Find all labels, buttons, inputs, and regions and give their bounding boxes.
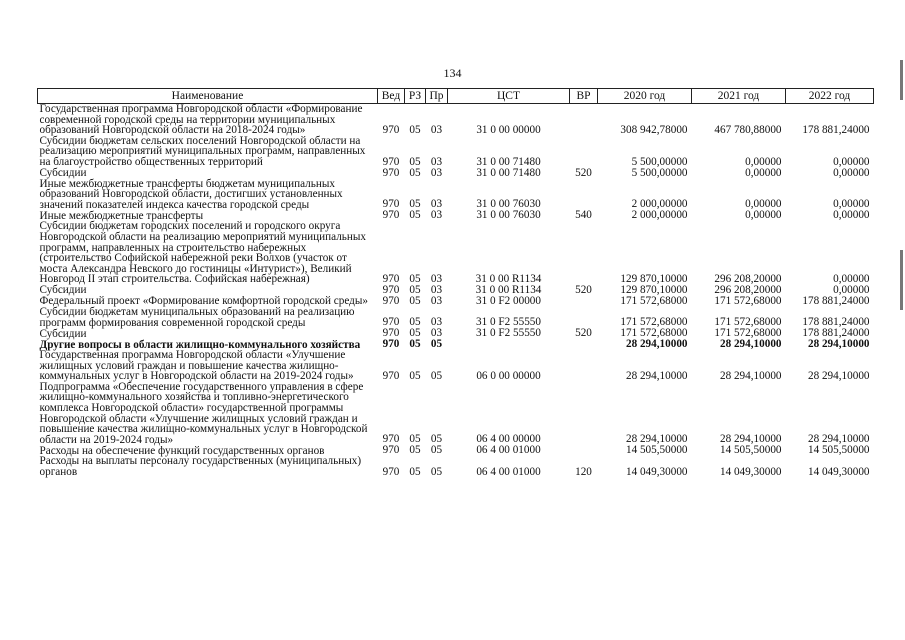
cell-vr	[570, 221, 598, 285]
cell-ved: 970	[382, 198, 400, 211]
cell-2022: 178 881,24000	[802, 327, 870, 340]
cell-pr: 03	[430, 283, 443, 296]
cell-2022: 178 881,24000	[802, 294, 870, 307]
cell-ved: 970	[382, 465, 400, 478]
cell-2020: 5 500,00000	[631, 155, 688, 168]
table-header-row	[38, 89, 874, 104]
cell-pr: 03	[430, 327, 443, 340]
cell-vr	[570, 104, 598, 136]
cell-rz: 05	[409, 198, 421, 211]
table-row	[38, 179, 874, 211]
cell-ved: 970	[382, 433, 400, 446]
cell-2022: 0,00000	[833, 166, 870, 179]
cell-name: Субсидии	[39, 327, 87, 340]
cell-pr: 05	[430, 444, 443, 457]
cell-2022: 178 881,24000	[802, 316, 870, 329]
cell-2022: 0,00000	[833, 155, 870, 168]
cell-pr: 05	[430, 369, 443, 382]
header-vr: ВР	[570, 89, 598, 104]
cell-cst: 31 0 00 71480	[476, 155, 541, 168]
cell-2021: 0,00000	[745, 209, 782, 222]
cell-vr	[570, 136, 598, 168]
cell-2020: 2 000,00000	[631, 209, 688, 222]
header-cst: ЦСТ	[448, 89, 570, 104]
cell-pr: 05	[430, 433, 443, 446]
cell-2021: 28 294,10000	[719, 433, 782, 446]
cell-2020: 171 572,68000	[620, 316, 688, 329]
cell-2020: 129 870,10000	[620, 283, 688, 296]
cell-rz: 05	[409, 209, 421, 222]
cell-name: Расходы на обеспечение функций государственных органов	[39, 444, 325, 457]
cell-pr: 03	[430, 294, 443, 307]
budget-table	[37, 88, 874, 478]
header-pr: Пр	[426, 89, 448, 104]
cell-ved: 970	[382, 209, 400, 222]
cell-name: Субсидии	[39, 284, 87, 297]
cell-2022: 0,00000	[833, 283, 870, 296]
cell-2021: 171 572,68000	[714, 316, 782, 329]
cell-ved: 970	[382, 316, 400, 329]
cell-cst: 31 0 00 76030	[476, 198, 541, 211]
cell-name: Субсидии	[39, 166, 87, 179]
cell-2022: 28 294,10000	[807, 338, 870, 351]
cell-2022: 28 294,10000	[807, 433, 870, 446]
table-row	[38, 168, 874, 179]
cell-2020: 5 500,00000	[631, 166, 688, 179]
cell-2020: 28 294,10000	[625, 433, 688, 446]
cell-2022: 0,00000	[833, 272, 870, 285]
cell-rz: 05	[409, 166, 421, 179]
cell-ved: 970	[382, 123, 400, 136]
cell-cst: 31 0 F2 55550	[476, 327, 541, 340]
cell-rz: 05	[409, 465, 421, 478]
cell-pr: 03	[430, 166, 443, 179]
cell-2021: 296 208,20000	[714, 283, 782, 296]
cell-2021: 28 294,10000	[719, 369, 782, 382]
cell-name: Иные межбюджетные трансферты	[39, 209, 204, 222]
table-row	[38, 221, 874, 285]
table-row	[38, 104, 874, 136]
cell-2021: 28 294,10000	[719, 338, 782, 351]
cell-rz: 05	[409, 283, 421, 296]
cell-2022: 14 505,50000	[807, 444, 870, 457]
header-rz: РЗ	[405, 89, 426, 104]
cell-rz: 05	[409, 327, 421, 340]
cell-pr: 05	[430, 338, 443, 351]
cell-rz: 05	[409, 369, 421, 382]
cell-ved: 970	[382, 294, 400, 307]
cell-ved: 970	[382, 327, 400, 340]
cell-2022: 0,00000	[833, 209, 870, 222]
cell-vr	[570, 307, 598, 328]
cell-name: Подпрограмма «Обеспечение государственного управления в сфере жилищно-коммунального хозяйства и топливно-энергетического комплекса Новгородской области» государственной программы Новгородской области «Улучшение жилищных условий граждан и повышение качества жилищно-коммунальных услуг в Новгородской области на 2019-2024 годы»	[39, 380, 368, 446]
cell-ved: 970	[382, 338, 400, 351]
table-row	[38, 136, 874, 168]
cell-cst: 31 0 00 76030	[476, 209, 541, 222]
cell-vr: 120	[575, 465, 592, 478]
cell-rz: 05	[409, 272, 421, 285]
table-row	[38, 382, 874, 446]
cell-vr	[570, 445, 598, 456]
cell-name: Государственная программа Новгородской области «Улучшение жилищных условий граждан и повышение качества жилищно-коммунальных услуг в Новгородской области на 2019-2024 годы»	[39, 349, 354, 383]
cell-2020: 129 870,10000	[620, 272, 688, 285]
cell-cst	[448, 339, 570, 350]
cell-ved: 970	[382, 166, 400, 179]
cell-ved: 970	[382, 272, 400, 285]
cell-2021: 14 049,30000	[719, 465, 782, 478]
table-row	[38, 307, 874, 328]
cell-pr: 03	[430, 272, 443, 285]
cell-vr	[570, 296, 598, 307]
cell-cst: 31 0 00 R1134	[475, 272, 542, 285]
cell-cst: 31 0 F2 00000	[476, 294, 541, 307]
cell-cst: 31 0 00 71480	[476, 166, 541, 179]
cell-2020: 2 000,00000	[631, 198, 688, 211]
cell-name: Государственная программа Новгородской области «Формирование современной городской среды на территории муниципальных образований Новгородской области на 2018-2024 годы»	[39, 103, 363, 137]
cell-2020: 28 294,10000	[625, 369, 688, 382]
cell-2021: 0,00000	[745, 166, 782, 179]
cell-vr: 520	[575, 283, 592, 296]
cell-2022: 28 294,10000	[807, 369, 870, 382]
scan-edge-mark	[900, 60, 903, 100]
cell-2021: 171 572,68000	[714, 294, 782, 307]
cell-ved: 970	[382, 155, 400, 168]
cell-name: Субсидии бюджетам сельских поселений Новгородской области на реализацию мероприятий муниципальных программ, направленных на благоустройство общественных территорий	[39, 134, 366, 168]
cell-name: Другие вопросы в области жилищно-коммунального хозяйства	[39, 338, 361, 351]
cell-2021: 0,00000	[745, 198, 782, 211]
table-row	[38, 350, 874, 382]
cell-2020: 171 572,68000	[620, 327, 688, 340]
header-ved: Вед	[378, 89, 405, 104]
cell-cst: 06 0 00 00000	[476, 369, 541, 382]
cell-vr	[570, 350, 598, 382]
cell-name: Субсидии бюджетам муниципальных образований на реализацию программ формирования современной городской среды	[39, 305, 355, 329]
cell-rz: 05	[409, 123, 421, 136]
cell-2020: 308 942,78000	[620, 123, 688, 136]
header-2021: 2021 год	[692, 89, 786, 104]
cell-pr: 03	[430, 316, 443, 329]
cell-vr	[570, 382, 598, 446]
cell-ved: 970	[382, 444, 400, 457]
cell-2021: 296 208,20000	[714, 272, 782, 285]
cell-2021: 467 780,88000	[714, 123, 782, 136]
cell-2022: 14 049,30000	[807, 465, 870, 478]
cell-vr: 540	[575, 209, 592, 222]
cell-pr: 03	[430, 198, 443, 211]
cell-2021: 0,00000	[745, 155, 782, 168]
cell-rz: 05	[409, 294, 421, 307]
cell-vr: 520	[575, 327, 592, 340]
cell-cst: 31 0 00 R1134	[475, 283, 542, 296]
cell-2021: 171 572,68000	[714, 327, 782, 340]
cell-vr	[570, 339, 598, 350]
cell-cst: 31 0 F2 55550	[476, 316, 541, 329]
cell-pr: 03	[430, 209, 443, 222]
cell-rz: 05	[409, 433, 421, 446]
cell-name: Иные межбюджетные трансферты бюджетам муниципальных образований Новгородской области, достигших установленных значений показателей индекса качества городской среды	[39, 177, 343, 211]
cell-2020: 171 572,68000	[620, 294, 688, 307]
cell-ved: 970	[382, 369, 400, 382]
cell-2021: 14 505,50000	[719, 444, 782, 457]
header-2020: 2020 год	[598, 89, 692, 104]
table-row	[38, 456, 874, 477]
cell-rz: 05	[409, 316, 421, 329]
cell-pr: 05	[430, 465, 443, 478]
cell-pr: 03	[430, 123, 443, 136]
cell-cst: 06 4 00 01000	[476, 444, 541, 457]
cell-ved: 970	[382, 283, 400, 296]
cell-name: Расходы на выплаты персоналу государственных (муниципальных) органов	[39, 455, 362, 479]
cell-rz: 05	[409, 155, 421, 168]
scan-edge-mark	[900, 250, 903, 310]
cell-vr	[570, 179, 598, 211]
cell-pr: 03	[430, 155, 443, 168]
header-name: Наименование	[38, 89, 378, 104]
header-2022: 2022 год	[786, 89, 874, 104]
cell-cst: 06 4 00 00000	[476, 433, 541, 446]
cell-cst: 06 4 00 01000	[476, 465, 541, 478]
cell-2020: 14 505,50000	[625, 444, 688, 457]
cell-vr: 520	[575, 166, 592, 179]
cell-2022: 0,00000	[833, 198, 870, 211]
cell-2020: 14 049,30000	[625, 465, 688, 478]
cell-cst: 31 0 00 00000	[476, 123, 541, 136]
cell-rz: 05	[409, 338, 421, 351]
cell-2022: 178 881,24000	[802, 123, 870, 136]
page-number: 134	[443, 66, 462, 80]
cell-rz: 05	[409, 444, 421, 457]
cell-2020: 28 294,10000	[625, 338, 688, 351]
cell-name: Федеральный проект «Формирование комфортной городской среды»	[39, 295, 368, 308]
cell-name: Субсидии бюджетам городских поселений и городского округа Новгородской области на реализацию мероприятий муниципальных программ, направленных на строительство набережных (строительство Софийской набережной реки Волхов (участок от моста Александра Невского до гостиницы «Интурист»), Великий Новгород II этап строительства. Софийская набережная)	[39, 220, 366, 286]
table-body	[38, 104, 874, 478]
